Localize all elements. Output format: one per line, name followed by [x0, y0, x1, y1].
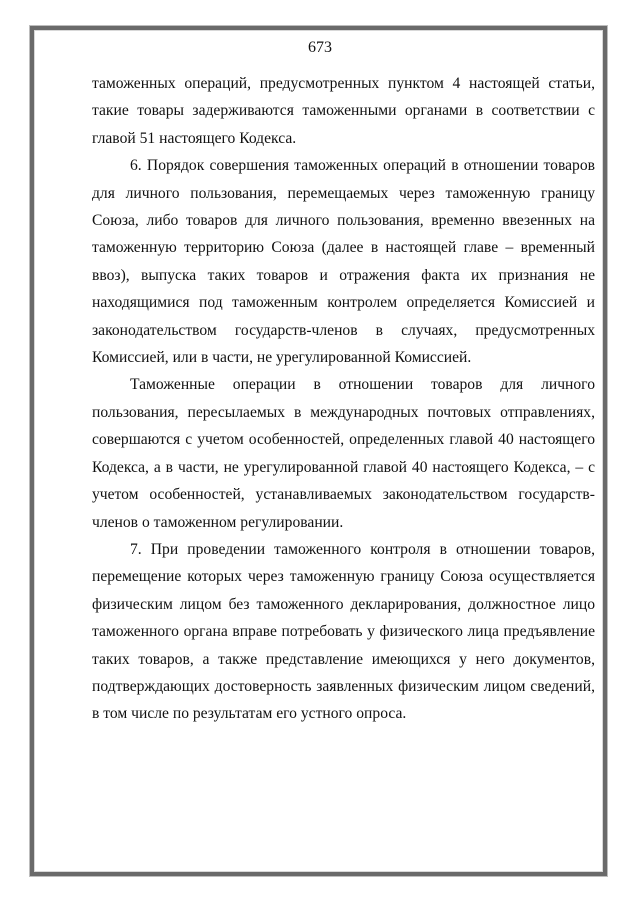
paragraph-item-7: 7. При проведении таможенного контроля в отношении товаров, перемещение которых через таможенную границу Союза осуществляется физическим лицом без таможенного декларирования, должностное лицо таможенного органа вправе потребовать у физического лица предъявление таких товаров, а также представление имеющихся у него документов, подтверждающих достоверность заявленных физическим лицом сведений, в том числе по результатам его устного опроса.: [92, 540, 595, 723]
paragraph-continuation: таможенных операций, предусмотренных пунктом 4 настоящей статьи, такие товары задерживаются таможенными органами в соответствии с главой 51 настоящего Кодекса.: [92, 75, 595, 147]
paragraph-postal-items: Таможенные операции в отношении товаров для личного пользования, пересылаемых в международных почтовых отправлениях, совершаются с учетом особенностей, определенных главой 40 настоящего Кодекса, а в части, не урегулированной главой 40 настоящего Кодекса, – с учетом особенностей, устанавливаемых законодательством государств-членов о таможенном регулировании.: [92, 376, 595, 531]
page-number: 673: [308, 39, 332, 56]
paragraph-item-6: 6. Порядок совершения таможенных операций в отношении товаров для личного пользования, перемещаемых через таможенную границу Союза, либо товаров для личного пользования, временно ввезенных на таможенную территорию Союза (далее в настоящей главе – временный ввоз), выпуска таких товаров и отражения факта их признания не находящимися под таможенным контролем определяется Комиссией и законодательством государств-членов в случаях, предусмотренных Комиссией, или в части, не урегулированной Комиссией.: [92, 157, 595, 367]
document-body: [92, 70, 595, 728]
